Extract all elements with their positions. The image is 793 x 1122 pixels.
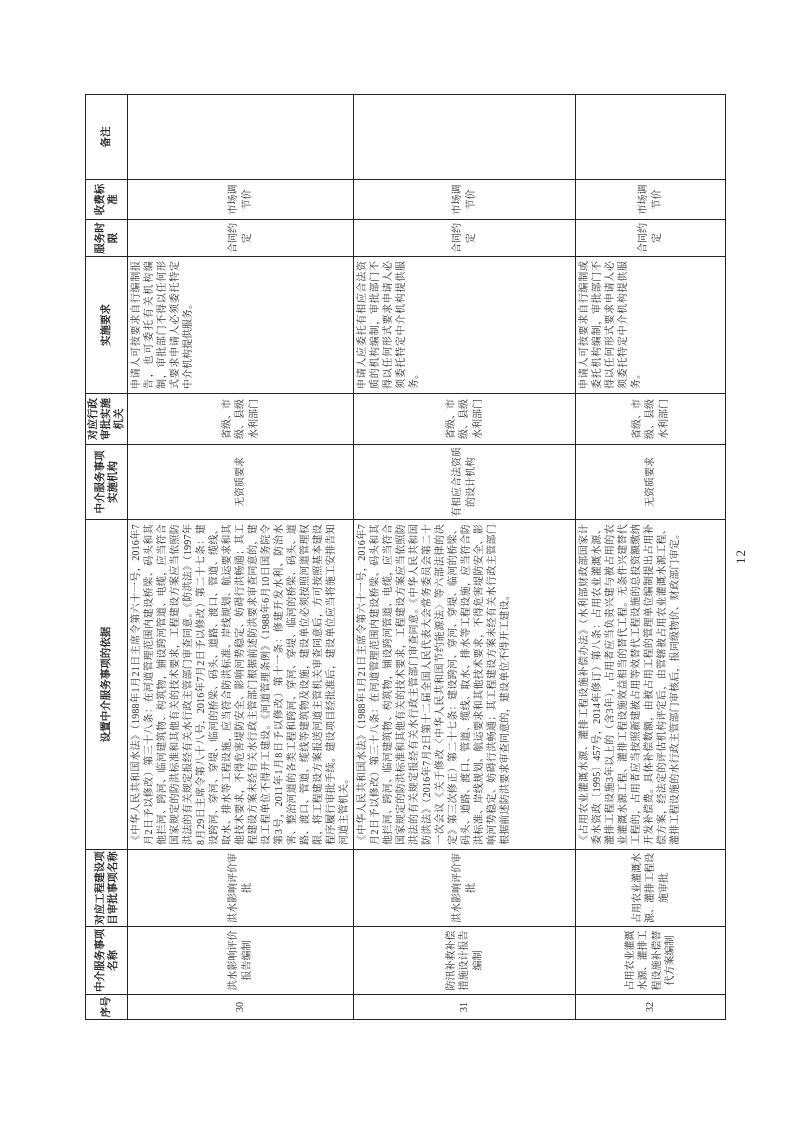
row32-implementation-requirement: 申请人可按要求自行编制或委托机构编制，审批部门不得以任何形式要求申请人必须委托特定中介机构提供服务。 <box>576 257 726 394</box>
table-region <box>85 93 749 1020</box>
row30-approval-item: 洪水影响评价审批 <box>128 850 354 927</box>
row31-seq: 31 <box>354 995 576 1020</box>
header-approval-authority: 对应行政审批实施机关 <box>86 394 128 445</box>
table-row <box>354 95 576 1020</box>
row32-service-name: 占用农业灌溉水源、灌排工程设施补偿替代方案编制 <box>576 927 726 995</box>
row32-service-time-limit: 合同约定 <box>576 220 726 257</box>
row30-basis: 《中华人民共和国水法》（1988年1月21日主席令第六十一号，2016年7月2日予以修改）第三十八条：在河道管理范围内建设桥梁、码头和其他拦河、跨河、临河建筑物、构筑物，铺设跨河管道、电缆，应当符合国家规定的防洪标准和其他有关的技术要求，工程建设方案应当依照防洪法的有关规定报经有关水行政主管部门审查同意。《防洪法》（1997年8月29日主席令第八十八号，2016年7月2日予以修改）第二十七条：建设跨河、穿河、穿堤、临河的桥梁、码头、道路、渡口、管道、缆线、取水、排水等工程设施，应当符合防洪标准、岸线规划、航运要求和其他技术要求，不得危害堤防安全、影响河势稳定、妨碍行洪畅通；其工程建设方案未经有关水行政主管部门根据前述防洪要求审查同意的，建设工程单位不得开工建设。《河道管理条例》（1988年6月10日国务院令第3号，2011年1月8日予以修改）第十一条：修建开发水利、防治水害、整治河道的各类工程和跨河、穿河、穿堤、临河的桥梁、码头、道路、渡口、管道、缆线等建筑物及设施，建设单位必须按照河道管理权限，将工程建设方案报送河道主管机关审查同意后，方可按照基本建设程序履行审批手续。建设项目经批准后，建设单位应当将施工安排告知河道主管机关。 <box>128 520 354 850</box>
page-number: 12 <box>733 549 749 564</box>
row32-remarks <box>576 95 726 180</box>
row30-approval-authority: 省级、市级、县级水利部门 <box>128 394 354 445</box>
row30-seq: 30 <box>128 995 354 1020</box>
row31-implementing-agency: 有相应合法资质的设计机构 <box>354 445 576 520</box>
row30-remarks <box>128 95 354 180</box>
row31-service-time-limit: 合同约定 <box>354 220 576 257</box>
row32-implementing-agency: 无资质要求 <box>576 445 726 520</box>
row31-fee-standard: 市场调节价 <box>354 180 576 220</box>
row31-approval-authority: 省级、市级、县级水利部门 <box>354 394 576 445</box>
row30-service-time-limit: 合同约定 <box>128 220 354 257</box>
row30-implementing-agency: 无资质要求 <box>128 445 354 520</box>
header-basis: 设置中介服务事项的依据 <box>86 520 128 850</box>
row31-approval-item: 洪水影响评价审批 <box>354 850 576 927</box>
row30-service-name: 洪水影响评价报告编制 <box>128 927 354 995</box>
header-approval-item: 对应工程建设项目审批事项名称 <box>86 850 128 927</box>
row31-service-name: 防汛补救补偿措施设计报告编制 <box>354 927 576 995</box>
row32-fee-standard: 市场调节价 <box>576 180 726 220</box>
header-seq: 序号 <box>86 995 128 1020</box>
row32-approval-authority: 省级、市级、县级水利部门 <box>576 394 726 445</box>
header-fee-standard: 收费标准 <box>86 180 128 220</box>
table-row <box>128 95 354 1020</box>
header-implementing-agency: 中介服务事项实施机构 <box>86 445 128 520</box>
row32-seq: 32 <box>576 995 726 1020</box>
rotated-canvas <box>85 93 749 1020</box>
table-row <box>576 95 726 1020</box>
header-implementation-requirement: 实施要求 <box>86 257 128 394</box>
header-service-name: 中介服务事项名称 <box>86 927 128 995</box>
row31-remarks <box>354 95 576 180</box>
row32-basis: 《占用农业灌溉水源、灌排工程设施补偿办法》（水利部财政部国家计委水资政〔1995〕457号，2014年修订）第八条：占用农业灌溉水源、灌排工程设施3年以上的（含3年），占用者应当负责兴建与被占用的农业灌溉水源工程、灌排工程设施效益相当的替代工程。无条件兴建替代工程的，占用者应当按照新建被占用等效替代工程设施的总投资额缴纳开发补偿费。具体补偿数额，由被占用工程的管理单位编制提出占用补偿方案，经法定的评估机构评定后，由管辖被占用农业灌溉水源工程、灌排工程设施的水行政主管部门审核后，报同级物价、财政部门审定。 <box>576 520 726 850</box>
row30-fee-standard: 市场调节价 <box>128 180 354 220</box>
header-service-time-limit: 服务时限 <box>86 220 128 257</box>
intermediary-services-table <box>85 94 726 1020</box>
header-remarks: 备注 <box>86 95 128 180</box>
row32-approval-item: 占用农业灌溉水源、灌排工程设施审批 <box>576 850 726 927</box>
header-row <box>86 95 128 1020</box>
row31-implementation-requirement: 申请人应委托有相应合法资质的机构编制，审批部门不得以任何形式要求申请人必须委托特定中介机构提供服务。 <box>354 257 576 394</box>
row31-basis: 《中华人民共和国水法》（1988年1月21日主席令第六十一号，2016年7月2日予以修改）第三十八条：在河道管理范围内建设桥梁、码头和其他拦河、跨河、临河建筑物、构筑物，铺设跨河管道、电缆，应当符合国家规定的防洪标准和其他有关的技术要求，工程建设方案应当依照防洪法的有关规定报经有关水行政主管部门审查同意。《中华人民共和国防洪法》（2016年7月2日第十二届全国人民代表大会常务委员会第二十一次会议《关于修改〈中华人民共和国节约能源法〉等六部法律的决定》第三次修正）第二十七条：建设跨河、穿河、穿堤、临河的桥梁、码头、道路、渡口、管道、缆线、取水、排水等工程设施，应当符合防洪标准、岸线规划、航运要求和其他技术要求，不得危害堤防安全、影响河势稳定、妨碍行洪畅通；其工程建设方案未经有关水行政主管部门根据前述防洪要求审查同意的，建设单位不得开工建设。 <box>354 520 576 850</box>
row30-implementation-requirement: 申请人可按要求自行编制报告，也可委托有关机构编制，审批部门不得以任何形式要求申请人必须委托特定中介机构提供服务。 <box>128 257 354 394</box>
